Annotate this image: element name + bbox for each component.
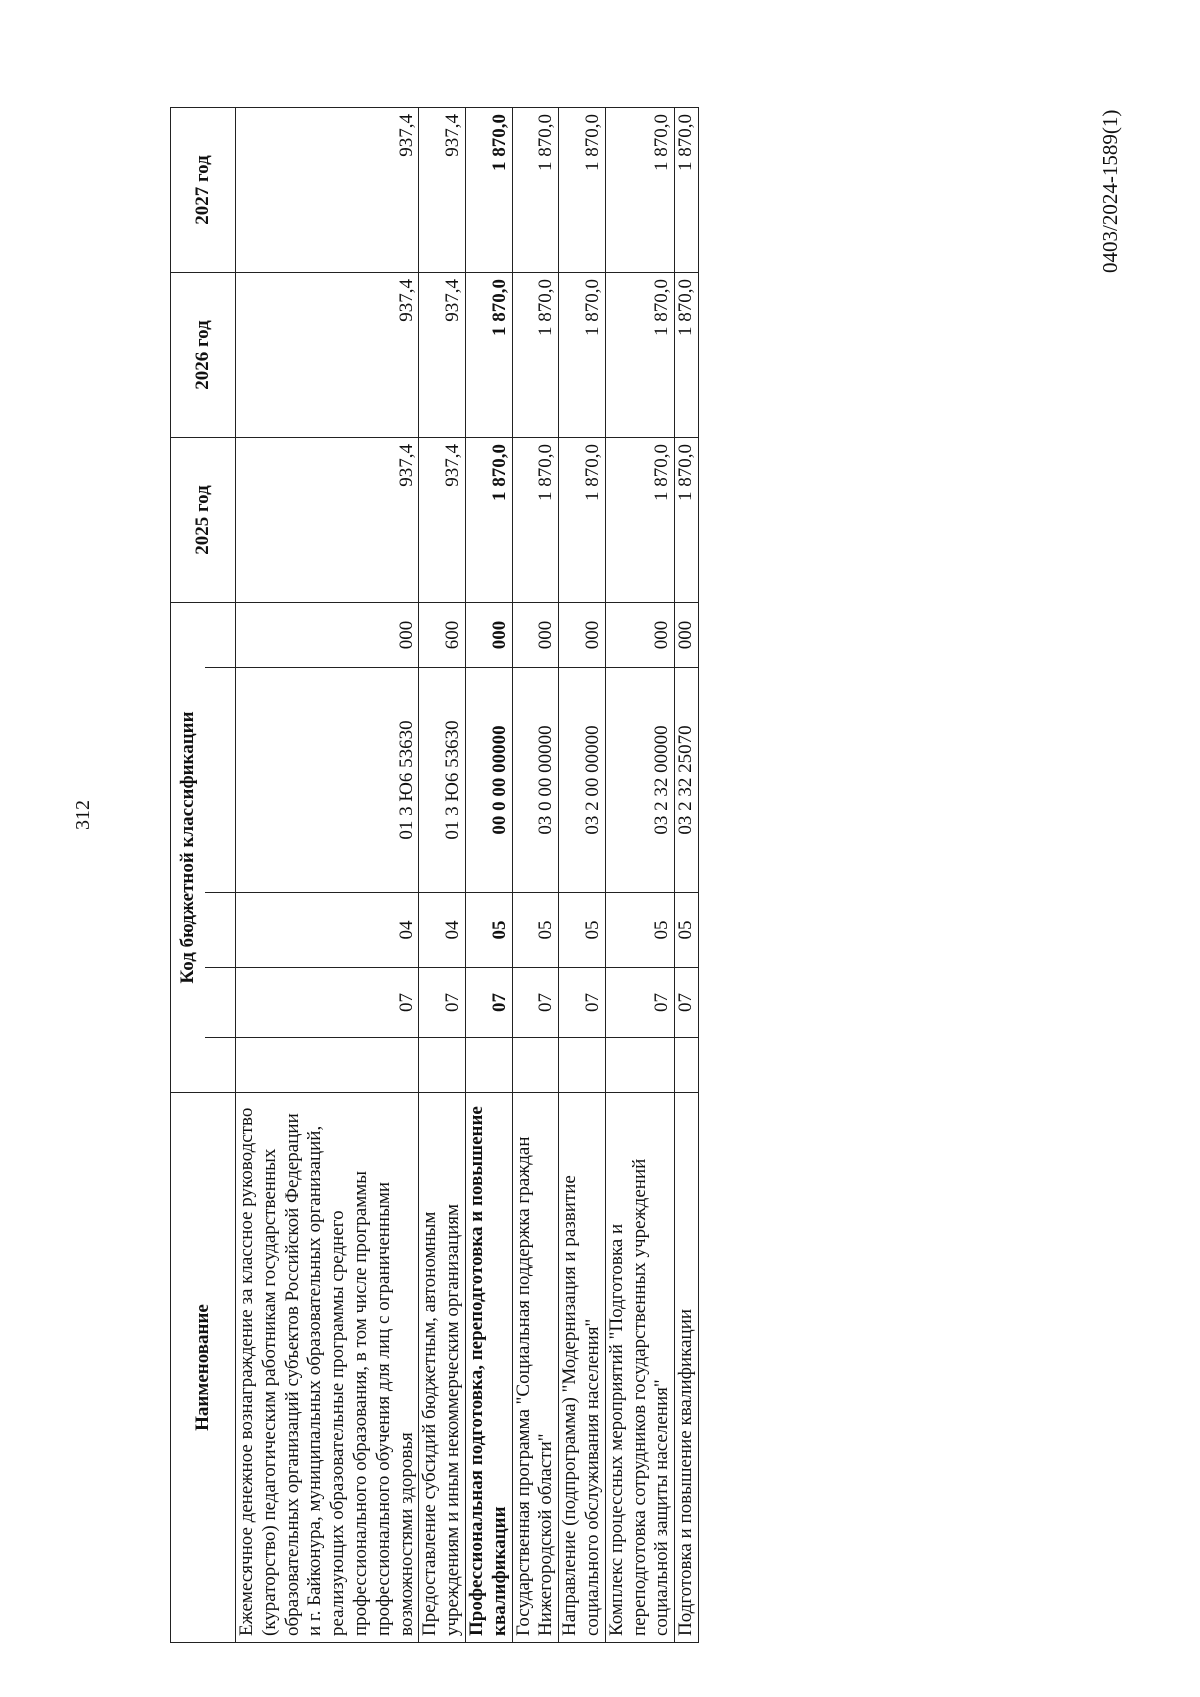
table-row: [675, 108, 699, 1643]
header-name: Наименование: [171, 1093, 236, 1643]
row-value-2025: 937,4: [419, 438, 466, 603]
table-body: [236, 108, 699, 1643]
row-value-2026: 937,4: [419, 273, 466, 438]
row-value-2026: 1 870,0: [675, 273, 699, 438]
budget-table-container: [170, 108, 1050, 1643]
row-value-2026: 1 870,0: [559, 273, 606, 438]
row-razdel: 07: [465, 968, 512, 1038]
table-row: [236, 108, 419, 1643]
header-year-2026: 2026 год: [171, 273, 236, 438]
row-vr: 000: [465, 603, 512, 668]
row-value-2026: 937,4: [236, 273, 419, 438]
row-value-2027: 1 870,0: [605, 108, 674, 273]
row-code-spacer: [559, 1038, 606, 1093]
table-row: [559, 108, 606, 1643]
row-code-spacer: [419, 1038, 466, 1093]
row-value-2026: 1 870,0: [605, 273, 674, 438]
row-value-2025: 1 870,0: [465, 438, 512, 603]
row-razdel: 07: [512, 968, 559, 1038]
row-name: Предоставление субсидий бюджетным, автономным учреждениям и иным некоммерческим организациям: [419, 1093, 466, 1643]
table-row: [465, 108, 512, 1643]
row-csr: 01 3 Ю6 53630: [419, 668, 466, 893]
row-csr: 01 3 Ю6 53630: [236, 668, 419, 893]
row-razdel: 07: [675, 968, 699, 1038]
row-value-2026: 1 870,0: [465, 273, 512, 438]
row-value-2027: 1 870,0: [559, 108, 606, 273]
row-name: Направление (подпрограмма) "Модернизация и развитие социального обслуживания населения": [559, 1093, 606, 1643]
row-code-spacer: [605, 1038, 674, 1093]
row-code-spacer: [236, 1038, 419, 1093]
header-code-group: Код бюджетной классификации: [171, 603, 206, 1093]
row-podrazdel: 05: [559, 893, 606, 968]
row-razdel: 07: [605, 968, 674, 1038]
row-csr: 03 2 00 00000: [559, 668, 606, 893]
row-value-2025: 1 870,0: [605, 438, 674, 603]
row-name: Профессиональная подготовка, переподготовка и повышение квалификации: [465, 1093, 512, 1643]
row-value-2025: 937,4: [236, 438, 419, 603]
row-csr: 00 0 00 00000: [465, 668, 512, 893]
row-vr: 000: [605, 603, 674, 668]
row-name: Подготовка и повышение квалификации: [675, 1093, 699, 1643]
row-value-2027: 1 870,0: [675, 108, 699, 273]
header-code-csr: [205, 668, 236, 893]
header-code-razdel: [205, 968, 236, 1038]
row-podrazdel: 04: [419, 893, 466, 968]
row-podrazdel: 05: [465, 893, 512, 968]
table-row: [605, 108, 674, 1643]
page-number: 312: [72, 800, 94, 830]
row-code-spacer: [465, 1038, 512, 1093]
row-name: Ежемесячное денежное вознаграждение за классное руководство (кураторство) педагогическим работникам государственных образовательных организаций субъектов Российской Федерации и г. Байконура, муниципальных образовательных организаций, реализующих образовательные программы среднего профессионального образования, в том числе программы профессионального обучения для лиц с ограниченными возможностями здоровья: [236, 1093, 419, 1643]
row-vr: 000: [236, 603, 419, 668]
header-code-podrazdel: [205, 893, 236, 968]
row-razdel: 07: [419, 968, 466, 1038]
row-podrazdel: 04: [236, 893, 419, 968]
row-value-2025: 1 870,0: [512, 438, 559, 603]
budget-table: [170, 107, 699, 1643]
row-csr: 03 2 32 25070: [675, 668, 699, 893]
row-code-spacer: [512, 1038, 559, 1093]
header-year-2025: 2025 год: [171, 438, 236, 603]
row-value-2025: 1 870,0: [559, 438, 606, 603]
row-value-2025: 1 870,0: [675, 438, 699, 603]
row-podrazdel: 05: [605, 893, 674, 968]
table-row: [512, 108, 559, 1643]
row-podrazdel: 05: [675, 893, 699, 968]
row-name: Комплекс процессных мероприятий "Подготовка и переподготовка сотрудников государственных учреждений социальной защиты населения": [605, 1093, 674, 1643]
row-value-2026: 1 870,0: [512, 273, 559, 438]
row-csr: 03 0 00 00000: [512, 668, 559, 893]
header-year-2027: 2027 год: [171, 108, 236, 273]
row-name: Государственная программа "Социальная поддержка граждан Нижегородской области": [512, 1093, 559, 1643]
row-razdel: 07: [236, 968, 419, 1038]
row-podrazdel: 05: [512, 893, 559, 968]
row-value-2027: 937,4: [236, 108, 419, 273]
header-code-vr: [205, 603, 236, 668]
row-code-spacer: [675, 1038, 699, 1093]
document-code: 0403/2024-1589(1): [1098, 110, 1122, 274]
row-vr: 000: [512, 603, 559, 668]
row-value-2027: 937,4: [419, 108, 466, 273]
row-csr: 03 2 32 00000: [605, 668, 674, 893]
header-code-spacer: [205, 1038, 236, 1093]
header-row: [171, 108, 206, 1643]
row-value-2027: 1 870,0: [465, 108, 512, 273]
row-vr: 600: [419, 603, 466, 668]
table-row: [419, 108, 466, 1643]
row-razdel: 07: [559, 968, 606, 1038]
row-value-2027: 1 870,0: [512, 108, 559, 273]
row-vr: 000: [675, 603, 699, 668]
row-vr: 000: [559, 603, 606, 668]
